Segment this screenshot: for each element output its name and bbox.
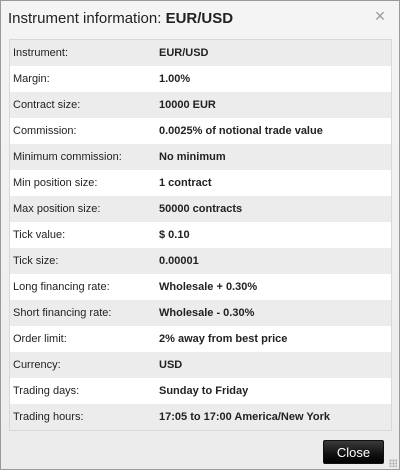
dialog-titlebar[interactable] [1,1,399,37]
row-label: Minimum commission: [13,151,122,163]
table-row [10,248,391,274]
row-value: 17:05 to 17:00 America/New York [159,411,330,423]
row-label: Commission: [13,125,77,137]
row-label: Tick value: [13,229,66,241]
row-label: Min position size: [13,177,98,189]
row-label: Order limit: [13,333,67,345]
table-row [10,300,391,326]
table-row [10,352,391,378]
table-row [10,40,391,66]
table-row [10,92,391,118]
table-row [10,274,391,300]
row-label: Short financing rate: [13,307,112,319]
table-row [10,196,391,222]
row-value: $ 0.10 [159,229,190,241]
row-label: Instrument: [13,47,69,59]
row-value: 1 contract [159,177,212,189]
row-value: Wholesale + 0.30% [159,281,258,293]
table-row [10,404,391,430]
close-icon[interactable]: × [374,6,386,26]
row-value: 0.0025% of notional trade value [159,125,323,137]
table-row [10,118,391,144]
instrument-info-table [9,39,392,431]
resize-grip-icon[interactable] [389,459,397,467]
table-row [10,170,391,196]
dialog-title [8,10,233,27]
row-label: Long financing rate: [13,281,110,293]
close-button[interactable]: Close [323,440,384,464]
row-label: Max position size: [13,203,101,215]
row-label: Margin: [13,73,50,85]
row-value: Sunday to Friday [159,385,249,397]
row-value: Wholesale - 0.30% [159,307,255,319]
row-value: 1.00% [159,73,191,85]
row-value: USD [159,359,183,371]
dialog-title-pair: EUR/USD [165,10,234,27]
row-value: 0.00001 [159,255,199,267]
row-label: Contract size: [13,99,81,111]
row-value: 10000 EUR [159,99,216,111]
row-label: Trading hours: [13,411,84,423]
table-row [10,378,391,404]
table-row [10,326,391,352]
row-label: Tick size: [13,255,59,267]
row-label: Currency: [13,359,61,371]
table-row [10,222,391,248]
row-label: Trading days: [13,385,80,397]
row-value: EUR/USD [159,47,209,59]
row-value: No minimum [159,151,226,163]
table-row [10,144,391,170]
row-value: 2% away from best price [159,333,288,345]
table-row [10,66,391,92]
dialog-title-prefix: Instrument information: [8,10,166,27]
row-value: 50000 contracts [159,203,243,215]
